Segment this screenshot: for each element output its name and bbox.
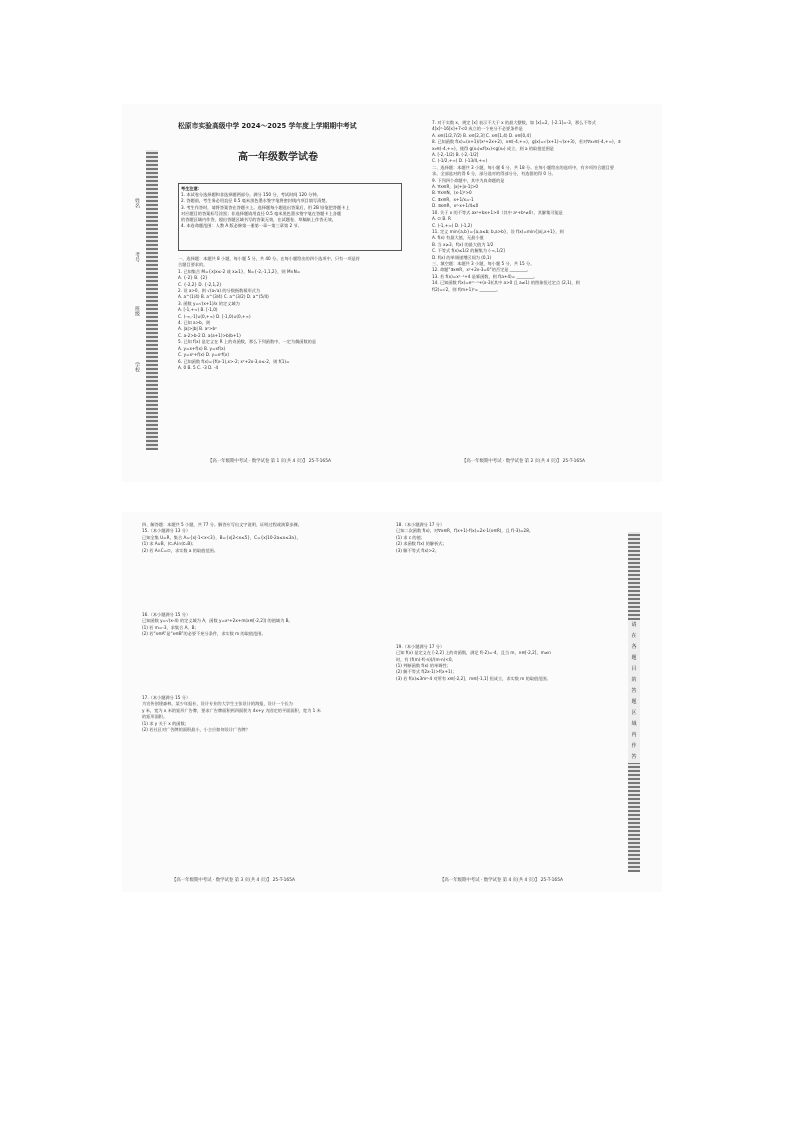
- question-line: 2. 设 a>0，则 √(a√a) 的分数指数幂形式为: [178, 288, 261, 294]
- notice-line: 4. 本卷命题范围：人教 A 版必修第一册第一章～第三章第 2 节。: [181, 223, 302, 229]
- side-notice-char: 目: [628, 664, 640, 675]
- notice-line: 对应题目的答案标号涂黑；非选择题请用直径 0.5 毫米黑色墨水签字笔在答题卡上各题: [181, 210, 342, 216]
- question-line: 18.（本小题满分 17 分）: [396, 522, 445, 527]
- question-line: 一、选择题：本题共 8 小题，每小题 5 分，共 40 分。在每小题给出的四个选项中，只有一项是符: [178, 256, 360, 261]
- notice-line: 的答题区域内作答，超出答题区域书写的答案无效，在试题卷、草稿纸上作答无效。: [181, 217, 336, 223]
- notice-line: 3. 考生作答时，请将答案答在答题卡上。选择题每小题选出答案后，用 2B 铅笔把答题卡上: [181, 204, 350, 210]
- question-line: 已知全集 U=R，集合 A={x|-1<x<3}，B={x|2<x≤5}，C={x|10-2a≤x≤3a}。: [142, 534, 301, 540]
- question-line: (2) 求函数 f(x) 的解析式；: [396, 541, 447, 547]
- page-2-questions: [432, 120, 654, 450]
- notice-box: [178, 183, 402, 251]
- exam-title: 高一年级数学试卷: [238, 152, 318, 163]
- question-line: 10. 关于 x 的不等式 ax²+bx+1>0（其中 a²+b²≠0），其解集可能是: [432, 209, 563, 215]
- side-notice-char: 题: [628, 697, 640, 708]
- question-line: A. f(x) 有最大值，无最小值: [432, 235, 484, 241]
- answer-area-notice: [628, 620, 640, 763]
- side-notice-char: 域: [628, 719, 640, 730]
- notice-line: 2. 答题前，考生务必用直径 0.5 毫米黑色墨水签字笔将密封线内项目填写清楚。: [181, 198, 330, 204]
- question-line: 已知函数 y=√(x-4) 的定义域为 A，函数 y=x²+2x+m(x∈[-2,2]) 的值域为 B。: [142, 618, 293, 624]
- question-line: (2) 若社区对广告牌的面积最小，小主应如何设计广告牌？: [142, 727, 250, 732]
- question-line: 的矩形面积。: [142, 714, 168, 720]
- question-line: A. a^(1/4) B. a^(3/4) C. a^(3/2) D. a^(5/4): [178, 294, 269, 300]
- side-notice-char: 题: [628, 653, 640, 664]
- question-line: A. [-2,-1/2) B. (-2,-1/2]: [432, 152, 479, 158]
- side-label-exam-number: 考号: [134, 252, 140, 262]
- question-line: 5. 已知 f(x) 是定义在 R 上的奇函数，那么下列函数中，一定为偶函数的是: [178, 339, 317, 345]
- question-line: 1. 已知集合 M={x|x≤-2 或 x≥1}，N={-2,-1,1,2}，则 M∩N=: [178, 268, 301, 274]
- question-line: 时，有 (f(m)-f(-n))/(m-n)<0。: [396, 656, 456, 662]
- question-line: 19.（本小题满分 17 分）: [396, 643, 445, 649]
- question-line: 4. 已知 a>b，则: [178, 320, 211, 326]
- question-line: C. (-∞,-1]∪(0,+∞) D. [-1,0)∪(0,+∞): [178, 313, 251, 319]
- notice-line: 1. 本试卷分选择题和非选择题两部分。满分 150 分，考试时间 120 分钟。: [181, 192, 321, 198]
- notice-heading: 考生注意：: [181, 186, 202, 191]
- question-line: C. (-1,+∞) D. (-1,2): [432, 222, 473, 228]
- question-line: y 米，宽为 x 米的矩形广告牌，要求广告牌面积两四面积为 4x+y 为固定的平面面积，宽为 1 米: [142, 707, 321, 713]
- question-line: (2) 若“x∈A”是“x∈B”的必要不充分条件，求实数 m 的取值范围。: [142, 630, 266, 636]
- side-notice-char: 在: [628, 631, 640, 642]
- question-line: 11. 定义 min{a,b}={a,a≤b; b,a>b}，设 f(x)=min{|x|,x+1}，则: [432, 228, 564, 234]
- binding-strip-left: [146, 150, 158, 450]
- page-3-questions: [142, 522, 382, 762]
- side-label-name: 姓名: [134, 198, 140, 208]
- question-line: (1) 求 c 的值；: [396, 534, 425, 540]
- question-line: A. |a|>|b| B. a²>b²: [178, 326, 217, 332]
- page-4-footer: 【高一年级期中考试 · 数学试卷 第 4 页(共 4 页)】 25-T-165A: [440, 878, 564, 883]
- question-line: 16.（本小题满分 15 分）: [142, 611, 191, 617]
- question-line: A. y=x+f(x) B. y=xf(x): [178, 345, 226, 351]
- question-line: 为宣传创建森林，某少年报社，设计专业的大学生主张设计的海报，设计一个长为: [142, 701, 293, 707]
- question-line: 6. 已知函数 f(x)={f(x-1),x>-2; x²+2x-3,x≤-2，则 f(1)=: [178, 358, 290, 364]
- question-line: (1) 求 y 关于 x 的函数；: [142, 720, 189, 726]
- question-line: (3) 解不等式 f(x)>2。: [396, 547, 439, 553]
- question-line: 已知 f(x) 是定义在 [-2,2] 上的奇函数，满足 f(-2)=-4，且当 m，n∈[-2,2]，m≠n: [396, 650, 551, 656]
- question-line: 三、填空题：本题共 3 小题，每小题 5 分，共 15 分。: [432, 260, 535, 266]
- question-line: (1) 判断函数 f(x) 的单调性；: [396, 662, 451, 668]
- question-line: 求。全部选对的得 6 分，部分选对的得部分分，有选错的得 0 分。: [432, 171, 556, 177]
- question-line: B. ∀x∈N，(x-1)²>0: [432, 190, 472, 196]
- page-4-questions: [396, 522, 624, 722]
- question-line: 已知二次函数 f(x)，对∀x∈R，f(x+1)-f(x)=2x-1(x∈R)，且 f(-3)=28。: [396, 528, 534, 534]
- question-line: C. a-2>b-2 D. a(a+1)>b(b+1): [178, 332, 241, 338]
- question-line: A. {-2} B. {2}: [178, 275, 208, 281]
- page-1-questions: [178, 256, 404, 456]
- question-line: 4[x]²-16[x]+7<0 成立的一个充分不必要条件是: [432, 126, 523, 132]
- question-line: (2) 若 A∩C=∅，求实数 a 的取值范围。: [142, 547, 218, 553]
- question-line: D. ∃x∈R，x²-x+1/4≤0: [432, 203, 479, 209]
- question-line: A. ∅ B. R: [432, 216, 451, 222]
- question-line: x₂∈(-4,+∞)，使得 g(x₁)≤f(x₂)<g(x₂) 成立，则 a 的取值范围是: [432, 145, 554, 151]
- question-line: D. f(x) 的单调递增区间为 (0,1): [432, 254, 492, 260]
- question-line: B. 当 x≥3，f(x) 的最大值为 1/2: [432, 241, 494, 247]
- question-line: 3. 函数 y=√(x+1)/x 的定义域为: [178, 300, 240, 306]
- question-line: (3) 若 f(x)≤3m²-4 对所有 x∈[-2,2]，m∈[-1,1] 恒成立，求实数 m 的取值范围。: [396, 675, 551, 681]
- school-title: 松原市实验高级中学 2024～2025 学年度上学期期中考试: [178, 122, 357, 130]
- question-line: (2) 解不等式 f(2x-1)>f(x+1)；: [396, 669, 457, 675]
- question-line: 二、选择题：本题共 3 小题，每小题 6 分，共 18 分。在每小题给出的选项中，有多项符合题目要: [432, 164, 614, 170]
- question-line: A. 0 B. 5 C. -3 D. -4: [178, 364, 219, 370]
- question-line: (1) 若 m=-3，求集合 A，B；: [142, 624, 199, 630]
- question-line: 14. 已知函数 f(x)=eᵃˣ⁻¹+(x-3)(其中 a>0 且 a≠1) 的图象恒过定点 (2,1)，则: [432, 280, 580, 286]
- question-line: 7. 对于实数 x，规定 [x] 表示不大于 x 的最大整数，如 [x]=2，[-2.1]=-3，那么不等式: [432, 120, 596, 125]
- side-notice-char: 请: [628, 620, 640, 631]
- side-notice-char: 内: [628, 730, 640, 741]
- side-notice-char: 的: [628, 675, 640, 686]
- question-line: 17.（本小题满分 15 分）: [142, 694, 191, 700]
- side-notice-char: 答: [628, 752, 640, 763]
- page-3-footer: 【高一年级期中考试 · 数学试卷 第 3 页(共 4 页)】 25-T-165A: [172, 878, 296, 883]
- question-line: A. ∀x∈R，|x|+|x-1|>0: [432, 184, 478, 190]
- page-1-footer: 【高一年级期中考试 · 数学试卷 第 1 页(共 4 页)】 25-T-165A: [208, 459, 332, 464]
- side-notice-char: 各: [628, 642, 640, 653]
- question-line: 8. 已知函数 f(x)=(x+1)/(x²+2x+2)，x∈(-4,+∞)，g(x)=√(x+1)-√(x+3)，若对∀x₁∈(-4,+∞)，∃: [432, 139, 621, 145]
- question-line: C. (-1/2,+∞) D. (-13/4,+∞): [432, 158, 488, 164]
- page-2-footer: 【高一年级期中考试 · 数学试卷 第 2 页(共 4 页)】 25-T-165A: [462, 459, 586, 464]
- question-line: 四、解答题：本题共 5 小题，共 77 分。解答应写出文字说明、证明过程或演算步骤。: [142, 522, 302, 527]
- question-line: 13. 若 f(x)=xᵃ⁻²+4 是幂函数，则 f(a+4)= ________。: [432, 273, 538, 279]
- side-label-school: 学校: [134, 362, 140, 372]
- question-line: A. x∈(1/2,7/2) B. x∈[2,3] C. x∈[1,4) D. x∈[0,4]: [432, 132, 531, 138]
- question-line: f(2)=√2，则 f(m+1)²= ________。: [432, 286, 501, 292]
- question-line: 9. 下列四个命题中，其中为真命题的是: [432, 177, 505, 183]
- side-label-class: 班级: [134, 306, 140, 316]
- question-line: (1) 求 A∪B，(∁ᵤA)∩(∁ᵤB)；: [142, 541, 197, 547]
- question-line: C. {-2,2} D. {-2,1,2}: [178, 281, 222, 287]
- question-line: 12. 命题“∃x∈R，x²+2x-3=0”的否定是 ________。: [432, 267, 531, 273]
- side-notice-char: 作: [628, 741, 640, 752]
- question-line: C. y=x²+f(x) D. y=x²f(x): [178, 352, 230, 358]
- side-notice-char: 答: [628, 686, 640, 697]
- question-line: 15.（本小题满分 13 分）: [142, 528, 191, 534]
- question-line: A. [-1,+∞) B. [-1,0): [178, 307, 218, 313]
- question-line: C. 不等式 f(x)≤1/2 的解集为 (-∞,1/2]: [432, 248, 505, 254]
- notice-lines: [181, 192, 399, 229]
- side-notice-char: 区: [628, 708, 640, 719]
- question-line: C. ∃x∈R，x+1/x=-1: [432, 196, 474, 202]
- question-line: 合题目要求的。: [178, 262, 208, 268]
